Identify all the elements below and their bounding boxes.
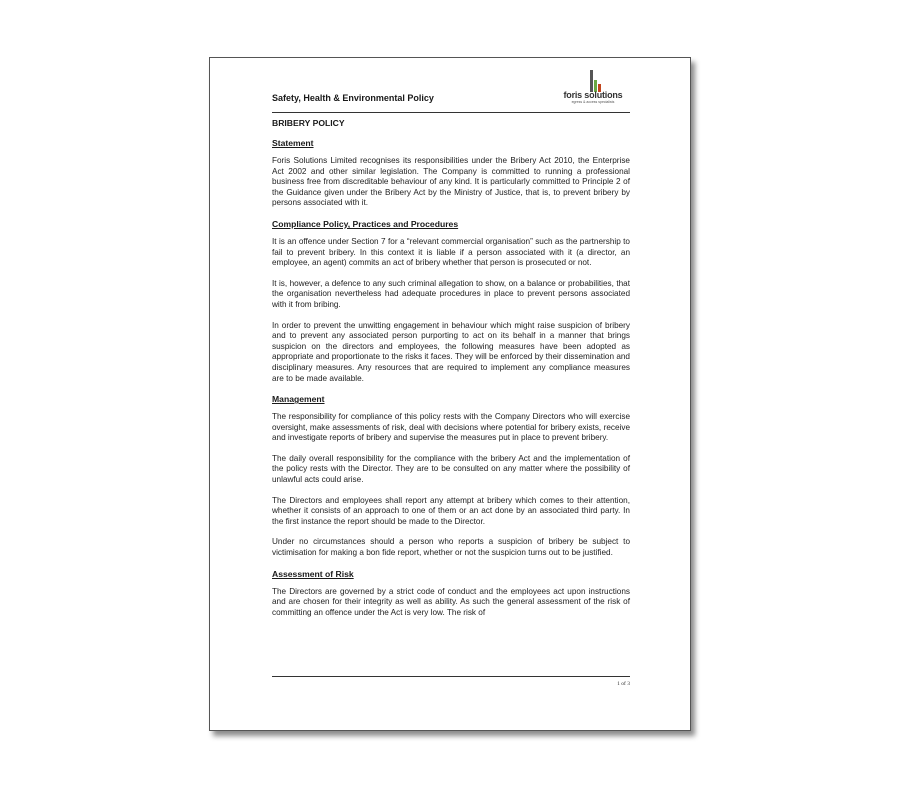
document-body <box>272 118 630 628</box>
section-heading: Compliance Policy, Practices and Procedures <box>272 218 459 229</box>
paragraph: Foris Solutions Limited recognises its responsibilities under the Bribery Act 2010, the Enterprise Act 2002 and other similar legislation. The Company is committed to running a professional business free from discreditable behaviour of any kind. It is particularly committed to Principle 2 of the Guidance given under the Bribery Act by the Ministry of Justice, that is, to prevent bribery by persons associated with it. <box>272 156 630 208</box>
header-title: Safety, Health & Environmental Policy <box>272 93 434 103</box>
section-heading: Assessment of Risk <box>272 568 354 579</box>
section-assessment-of-risk <box>272 569 630 619</box>
paragraph: In order to prevent the unwitting engagement in behaviour which might raise suspicion of bribery and to prevent any associated person purporting to act on its behalf in a manner that brings suspicion on the directors and employees, the following measures have been adopted as appropriate and proportionate to the risks it faces. They will be enforced by their dissemination and disciplinary measures. Any resources that are required to implement any compliance measures are to be made available. <box>272 320 630 383</box>
paragraph: The daily overall responsibility for the compliance with the bribery Act and the implementation of the policy rests with the Director. They are to be consulted on any matter where the possibility of unlawful acts could arise. <box>272 453 630 485</box>
paragraph: It is, however, a defence to any such criminal allegation to show, on a balance or probabilities, that the organisation nevertheless had adequate procedures in place to prevent persons associated with it from bribing. <box>272 278 630 309</box>
document-title: BRIBERY POLICY <box>272 118 345 128</box>
page-header <box>272 70 630 113</box>
paragraph: Under no circumstances should a person who reports a suspicion of bribery be subject to victimisation for making a bon fide report, whether or not the suspicion turns out to be justified. <box>272 537 630 558</box>
logo-tagline: egress & access specialists <box>571 100 615 104</box>
section-compliance <box>272 219 630 384</box>
logo-bars-icon <box>586 70 602 92</box>
paragraph: The responsibility for compliance of this policy rests with the Company Directors who will exercise oversight, make assessments of risk, deal with decisions where potential for bribery exists, receive and investigate reports of bribery and supervise the measures put in place to prevent bribery. <box>272 412 630 443</box>
logo-bar-dark <box>590 70 593 92</box>
section-management <box>272 394 630 559</box>
logo-name: foris solutions <box>563 90 623 100</box>
page-footer <box>272 676 630 687</box>
section-heading: Management <box>272 394 325 405</box>
section-heading: Statement <box>272 138 314 148</box>
page-number: 1 of 3 <box>617 681 630 687</box>
paragraph: The Directors and employees shall report any attempt at bribery which comes to their attention, whether it consists of an approach to one of them or an act done by an associated third party. In the first instance the report should be made to the Director. <box>272 495 630 526</box>
company-logo <box>560 70 626 108</box>
section-statement <box>272 138 630 209</box>
paragraph: The Directors are governed by a strict code of conduct and the employees act upon instructions and are chosen for their integrity as well as ability. As such the general assessment of the risk of committing an offence under the Act is very low. The risk of <box>272 586 630 617</box>
document-page <box>209 57 691 731</box>
paragraph: It is an offence under Section 7 for a “relevant commercial organisation” such as the partnership to fail to prevent bribery. In this context it is liable if a person associated with it (a director, an employee, an agent) commits an act of bribery whether that person is prosecuted or not. <box>272 236 630 268</box>
